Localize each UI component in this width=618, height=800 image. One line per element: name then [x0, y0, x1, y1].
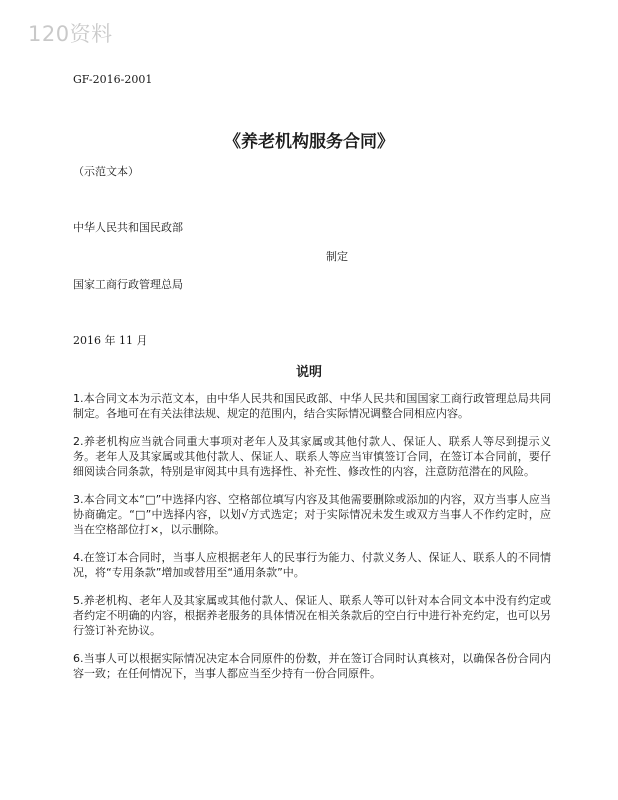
note-item: 1.本合同文本为示范文本，由中华人民共和国民政部、中华人民共和国国家工商行政管理总局共同制定。各地可在有关法律法规、规定的范围内，结合实际情况调整合同相应内容。 [73, 392, 551, 420]
notes-heading: 说明 [295, 365, 322, 380]
note-item: 6.当事人可以根据实际情况决定本合同原件的份数，并在签订合同时认真核对，以确保各份合同内容一致；在任何情况下，当事人都应当至少持有一份合同原件。 [73, 652, 551, 680]
note-item: 5.养老机构、老年人及其家属或其他付款人、保证人、联系人等可以针对本合同文本中没有约定或者约定不明确的内容，根据养老服务的具体情况在相关条款后的空白行中进行补充约定，也可以另行签订补充协议。 [73, 594, 551, 637]
document-subtitle: （示范文本） [73, 165, 139, 178]
note-item: 3.本合同文本“□”中选择内容、空格部位填写内容及其他需要删除或添加的内容，双方当事人应当协商确定。“□”中选择内容，以划√方式选定；对于实际情况未发生或双方当事人不作约定时，应当在空格部位打×，以示删除。 [73, 493, 551, 536]
issue-date: 2016 年 11 月 [73, 334, 148, 347]
notes-list [73, 391, 551, 694]
note-item: 4.在签订本合同时，当事人应根据老年人的民事行为能力、付款义务人、保证人、联系人的不同情况，将“专用条款”增加或替用至“通用条款”中。 [73, 551, 551, 579]
document-code: GF-2016-2001 [73, 73, 153, 86]
document-title: 《养老机构服务合同》 [224, 132, 394, 152]
note-item: 2.养老机构应当就合同重大事项对老年人及其家属或其他付款人、保证人、联系人等尽到提示义务。老年人及其家属或其他付款人、保证人、联系人等应当审慎签订合同，在签订本合同前，要仔细阅读合同条款，特别是审阅其中具有选择性、补充性、修改性的内容，注意防范潜在的风险。 [73, 435, 551, 478]
issuer-industry-commerce-admin: 国家工商行政管理总局 [73, 278, 183, 291]
watermark-logo: 120资料 [28, 22, 113, 46]
issued-label: 制定 [326, 250, 348, 263]
issuer-ministry-civil-affairs: 中华人民共和国民政部 [73, 221, 183, 234]
